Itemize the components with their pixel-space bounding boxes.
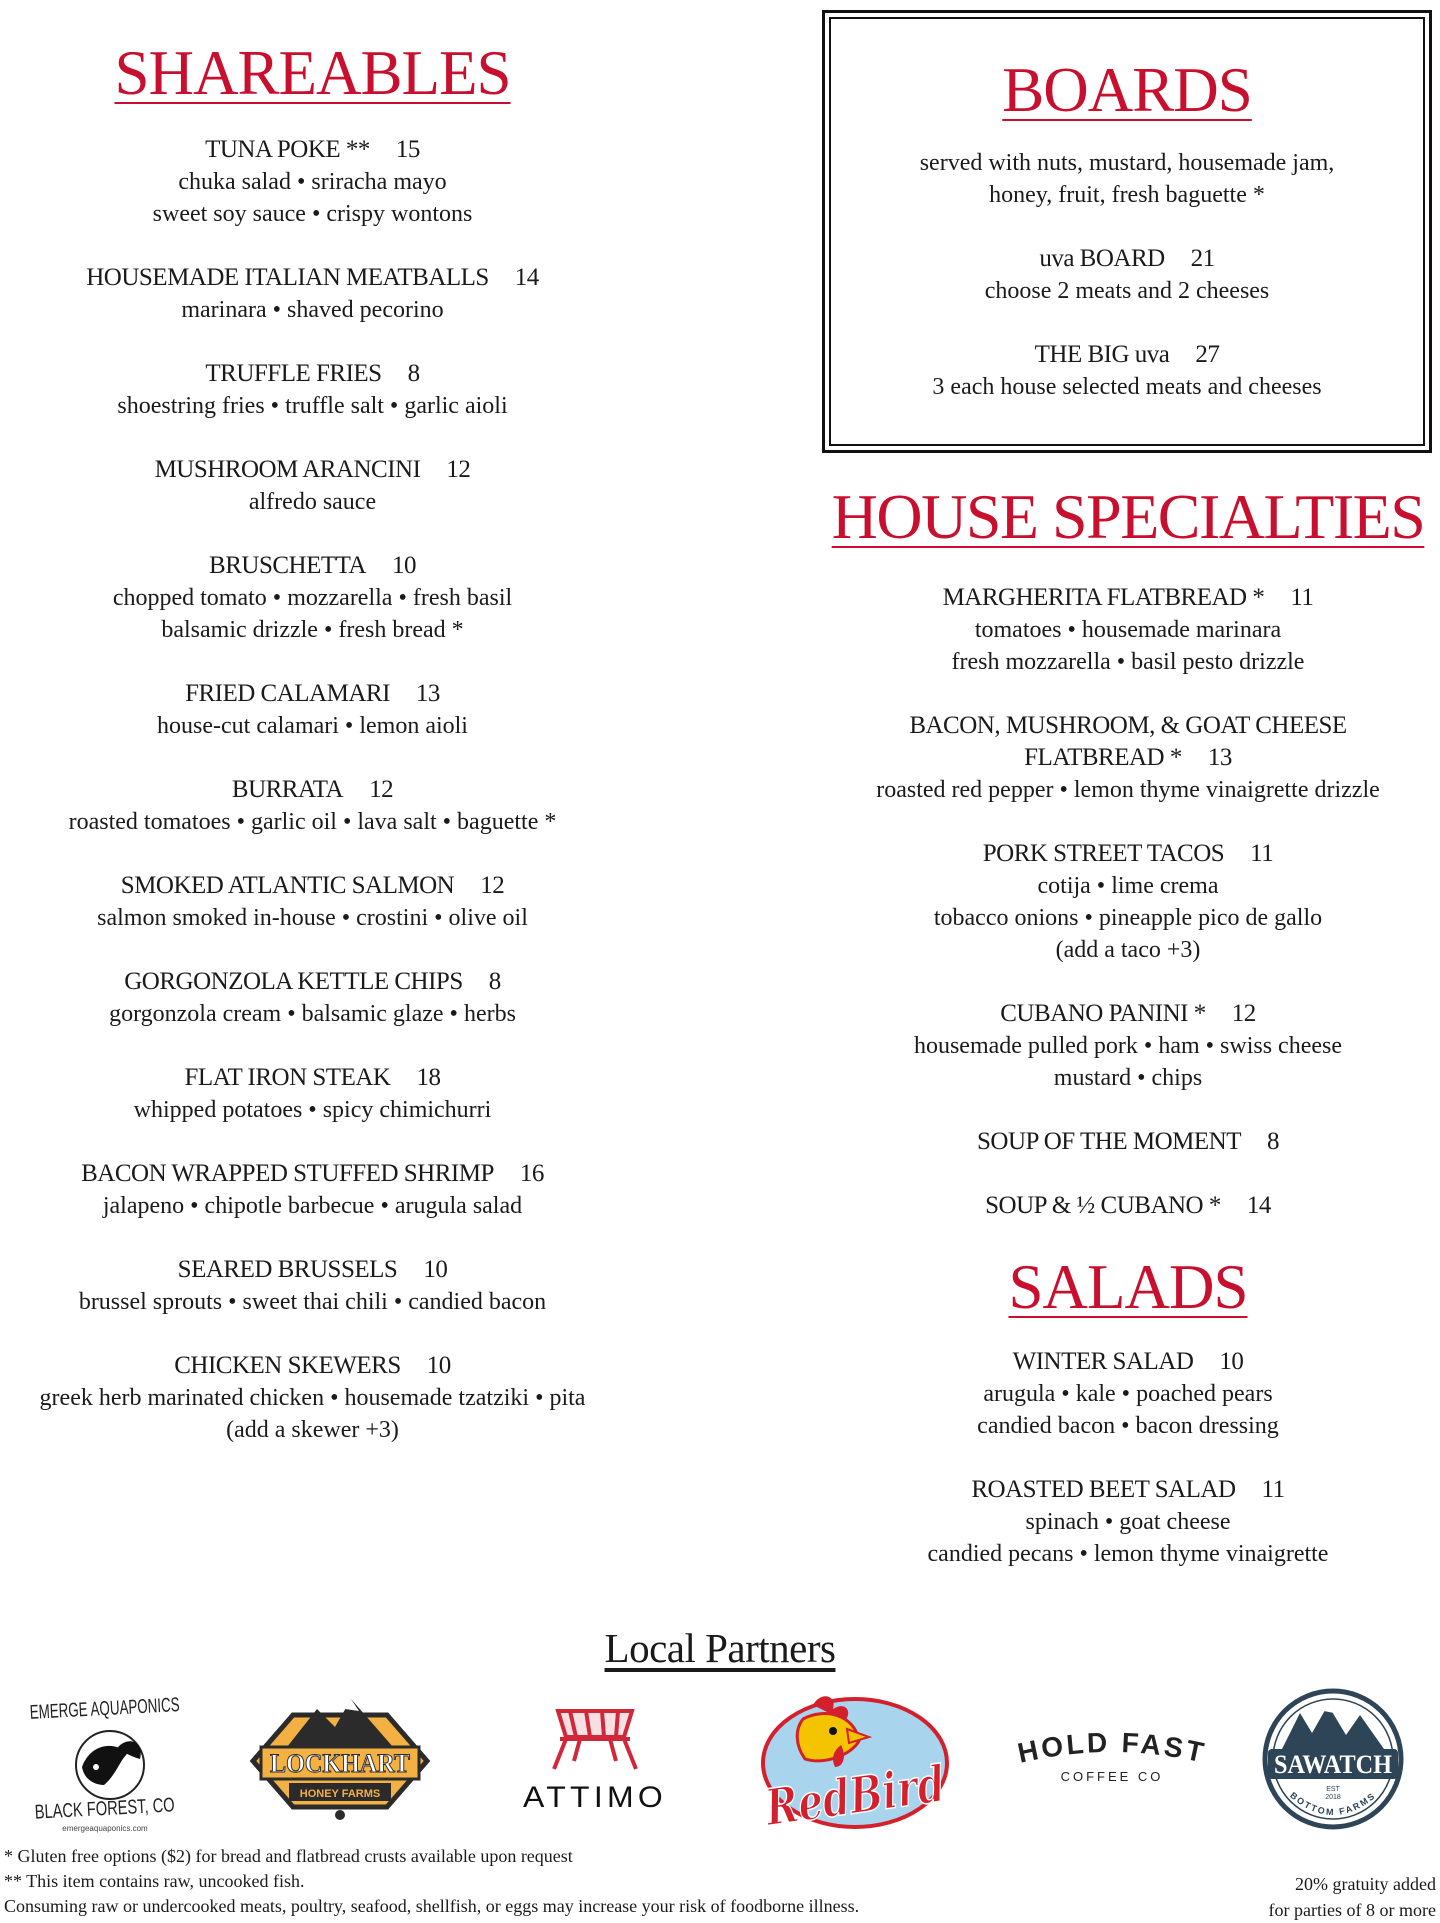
menu-item-price: 16 (519, 1160, 544, 1188)
menu-item-description: chopped tomato • mozzarella • fresh basil (112, 585, 513, 612)
menu-item-name-row (0, 1158, 625, 1190)
gratuity-line: 20% gratuity added (1295, 1874, 1436, 1894)
menu-item (822, 1346, 1434, 1442)
house-specialties-list (822, 582, 1434, 1222)
footnote-gluten-free: * Gluten free options ($2) for bread and flatbread crusts available upon request (4, 1846, 573, 1866)
menu-item-name: CHICKEN SKEWERS (174, 1352, 401, 1380)
gratuity-note (1269, 1871, 1436, 1923)
emerge-logo-line1: EMERGE AQUAPONICS (29, 1690, 255, 1724)
hold-fast-coffee-logo (1012, 1723, 1212, 1793)
menu-item (822, 1126, 1434, 1158)
menu-item-price: 8 (1266, 1128, 1279, 1156)
menu-item-name: CUBANO PANINI * (1000, 1000, 1206, 1028)
menu-item (831, 339, 1423, 403)
menu-item (0, 1062, 625, 1126)
redbird-logo (755, 1685, 999, 1838)
menu-item-name-row (822, 1126, 1434, 1158)
menu-item-description: sweet soy sauce • crispy wontons (152, 201, 473, 228)
menu-item-description: cotija • lime crema (1037, 873, 1219, 900)
svg-text:HOLD FAST (1015, 1727, 1209, 1769)
menu-item (0, 1350, 625, 1446)
attimo-logo (520, 1695, 670, 1820)
menu-item-description: tobacco onions • pineapple pico de gallo (933, 905, 1323, 932)
menu-item-description: fresh mozzarella • basil pesto drizzle (951, 649, 1305, 676)
menu-item (822, 1474, 1434, 1570)
menu-item (0, 678, 625, 742)
menu-item-price: 14 (1246, 1192, 1271, 1220)
sawatch-logo-year: 2018 (1325, 1794, 1341, 1801)
menu-item-description: mustard • chips (1053, 1065, 1203, 1092)
menu-item (0, 1158, 625, 1222)
menu-item-description: balsamic drizzle • fresh bread * (161, 617, 464, 644)
menu-item (822, 998, 1434, 1094)
gratuity-line: for parties of 8 or more (1268, 1900, 1436, 1920)
footnotes (4, 1844, 859, 1919)
menu-item (0, 262, 625, 326)
menu-item (822, 710, 1434, 806)
menu-item-description: (add a skewer +3) (226, 1417, 399, 1444)
lockhart-logo-name: LOCKHART (270, 1749, 410, 1778)
menu-item-name-row (0, 550, 625, 582)
menu-item-price: 12 (480, 872, 505, 900)
menu-item-name: SOUP & ½ CUBANO * (985, 1192, 1221, 1220)
menu-item-price: 11 (1261, 1476, 1285, 1504)
menu-item (0, 966, 625, 1030)
menu-item-name: PORK STREET TACOS (982, 840, 1225, 868)
menu-item-name: BACON WRAPPED STUFFED SHRIMP (81, 1160, 494, 1188)
menu-item-name: SOUP OF THE MOMENT (977, 1128, 1241, 1156)
menu-item (0, 550, 625, 646)
menu-item-name: TUNA POKE ** (205, 136, 370, 164)
menu-item (822, 1190, 1434, 1222)
menu-item-price: 21 (1190, 245, 1215, 273)
menu-item (0, 134, 625, 230)
menu-item-name: MARGHERITA FLATBREAD * (942, 584, 1265, 612)
menu-item-price: 12 (1231, 1000, 1256, 1028)
menu-item-price: 11 (1290, 584, 1314, 612)
attimo-logo-name: ATTIMO (523, 1781, 667, 1814)
menu-item-name: THE BIG uva (1034, 341, 1170, 369)
boards-intro-line: honey, fruit, fresh baguette * (989, 182, 1265, 209)
menu-item-price: 15 (395, 136, 420, 164)
sawatch-logo-sub: BOTTOM FARMS (1288, 1790, 1378, 1818)
menu-item-name-row (822, 1346, 1434, 1378)
menu-item-description: arugula • kale • poached pears (983, 1381, 1273, 1408)
boards-inner-frame (829, 17, 1425, 446)
menu-item-name: ROASTED BEET SALAD (971, 1476, 1236, 1504)
lockhart-logo-sub: HONEY FARMS (299, 1788, 381, 1800)
menu-item-description: whipped potatoes • spicy chimichurri (133, 1097, 492, 1124)
footnote-raw-fish: ** This item contains raw, uncooked fish. (4, 1871, 305, 1891)
menu-item-description: roasted tomatoes • garlic oil • lava salt • baguette * (68, 809, 557, 836)
menu-item-name-row (0, 870, 625, 902)
menu-item-price: 10 (1219, 1348, 1244, 1376)
menu-item-name-row (822, 838, 1434, 870)
menu-item-description: salmon smoked in-house • crostini • olive oil (97, 905, 528, 932)
footnote-food-safety: Consuming raw or undercooked meats, poultry, seafood, shellfish, or eggs may increase your risk of foodborne illness. (4, 1896, 860, 1916)
menu-item-description: tomatoes • housemade marinara (974, 617, 1282, 644)
boards-list (831, 243, 1423, 403)
redbird-logo-name: RedBird (761, 1746, 999, 1838)
menu-item-name-row (822, 998, 1434, 1030)
menu-item-name-row (0, 262, 625, 294)
local-partners-title: Local Partners (604, 1625, 836, 1671)
menu-item-description: candied bacon • bacon dressing (977, 1413, 1279, 1440)
menu-item-name: BACON, MUSHROOM, & GOAT CHEESE (909, 712, 1347, 740)
sawatch-logo (1262, 1685, 1404, 1833)
menu-item-name: FRIED CALAMARI (185, 680, 390, 708)
partner-logos (0, 1685, 1440, 1850)
menu-item (822, 838, 1434, 966)
menu-item-name: BURRATA (231, 776, 344, 804)
emerge-aquaponics-logo (20, 1685, 255, 1835)
menu-item-description: house-cut calamari • lemon aioli (157, 713, 468, 740)
menu-item-description: choose 2 meats and 2 cheeses (984, 278, 1270, 305)
menu-item-description: jalapeno • chipotle barbecue • arugula salad (102, 1193, 523, 1220)
menu-item-name: SMOKED ATLANTIC SALMON (120, 872, 455, 900)
menu-item-name-row (822, 1474, 1434, 1506)
menu-item-name-row (0, 1254, 625, 1286)
house-specialties-title: HOUSE SPECIALTIES (831, 481, 1425, 552)
menu-item-name-line (822, 710, 1434, 742)
menu-item-price: 10 (426, 1352, 451, 1380)
menu-item-name: MUSHROOM ARANCINI (154, 456, 421, 484)
boards-intro (831, 147, 1423, 211)
menu-item-name: TRUFFLE FRIES (205, 360, 382, 388)
menu-item-price: 8 (407, 360, 420, 388)
menu-item-name: HOUSEMADE ITALIAN MEATBALLS (86, 264, 489, 292)
menu-item-price: 18 (416, 1064, 441, 1092)
sawatch-logo-est: EST (1326, 1786, 1340, 1793)
menu-item-name-row (822, 582, 1434, 614)
menu-item-name: SEARED BRUSSELS (177, 1256, 398, 1284)
local-partners-section (0, 1624, 1440, 1672)
menu-item-description: housemade pulled pork • ham • swiss cheese (913, 1033, 1343, 1060)
menu-item (0, 774, 625, 838)
menu-item-price: 12 (369, 776, 394, 804)
menu-item-name: FLAT IRON STEAK (184, 1064, 391, 1092)
menu-item (0, 870, 625, 934)
menu-item-description: 3 each house selected meats and cheeses (932, 374, 1322, 401)
salads-list (822, 1346, 1434, 1570)
shareables-section (0, 40, 625, 1478)
menu-item-name-row (0, 454, 625, 486)
menu-item-name-row (822, 710, 1434, 774)
boards-title: BOARDS (1002, 55, 1252, 125)
menu-item-description: alfredo sauce (248, 489, 377, 516)
emerge-logo-line2: BLACK FOREST, CO (34, 1791, 227, 1824)
hold-fast-logo-sub: COFFEE CO (1060, 1769, 1164, 1784)
sawatch-logo-name: SAWATCH (1274, 1750, 1392, 1779)
menu-item-name-row (831, 243, 1423, 275)
shareables-title: SHAREABLES (114, 38, 511, 108)
menu-item-price: 11 (1250, 840, 1274, 868)
menu-item-price: 13 (1207, 744, 1232, 772)
boards-box (822, 10, 1432, 453)
menu-item-description: gorgonzola cream • balsamic glaze • herbs (109, 1001, 516, 1028)
menu-item-name-row (0, 678, 625, 710)
menu-item-price: 10 (423, 1256, 448, 1284)
menu-item-description: chuka salad • sriracha mayo (178, 169, 447, 196)
menu-item-name-row (0, 966, 625, 998)
menu-item-name-row (0, 134, 625, 166)
menu-item-description: candied pecans • lemon thyme vinaigrette (927, 1541, 1329, 1568)
boards-intro-line: served with nuts, mustard, housemade jam, (919, 150, 1335, 177)
menu-item-price: 14 (514, 264, 539, 292)
menu-item-description: marinara • shaved pecorino (181, 297, 444, 324)
menu-item-name-row (822, 1190, 1434, 1222)
right-column (822, 10, 1434, 1602)
menu-item-description: (add a taco +3) (1055, 937, 1201, 964)
menu-item-name: GORGONZOLA KETTLE CHIPS (124, 968, 463, 996)
menu-item-name-row (0, 774, 625, 806)
menu-item-name: WINTER SALAD (1012, 1348, 1194, 1376)
menu-item-name: FLATBREAD * (1024, 744, 1182, 772)
menu-item (0, 454, 625, 518)
menu-item-price: 27 (1195, 341, 1220, 369)
salads-title: SALADS (1008, 1252, 1248, 1323)
menu-item-name-row (831, 339, 1423, 371)
menu-item-price: 12 (446, 456, 471, 484)
emerge-logo-url: emergeaquaponics.com (62, 1824, 148, 1833)
menu-item (831, 243, 1423, 307)
menu-item (0, 1254, 625, 1318)
menu-item (0, 358, 625, 422)
menu-item-description: shoestring fries • truffle salt • garlic aioli (117, 393, 508, 420)
menu-item-description: roasted red pepper • lemon thyme vinaigrette drizzle (876, 777, 1380, 804)
menu-item-description: spinach • goat cheese (1025, 1509, 1231, 1536)
menu-item-name-row (0, 1350, 625, 1382)
menu-item-name-row (0, 358, 625, 390)
hold-fast-logo-name: HOLD FAST (1014, 1726, 1210, 1769)
menu-item-price: 8 (488, 968, 501, 996)
menu-item (822, 582, 1434, 678)
menu-item-price: 13 (415, 680, 440, 708)
menu-item-description: greek herb marinated chicken • housemade tzatziki • pita (39, 1385, 586, 1412)
menu-item-description: brussel sprouts • sweet thai chili • candied bacon (78, 1289, 547, 1316)
lockhart-honey-farms-logo (247, 1685, 433, 1835)
menu-item-price: 10 (391, 552, 416, 580)
menu-item-name: uva BOARD (1039, 245, 1165, 273)
menu-item-name-row (0, 1062, 625, 1094)
menu-item-name-line (822, 742, 1434, 774)
menu-item-name: BRUSCHETTA (209, 552, 366, 580)
shareables-list (0, 134, 625, 1446)
